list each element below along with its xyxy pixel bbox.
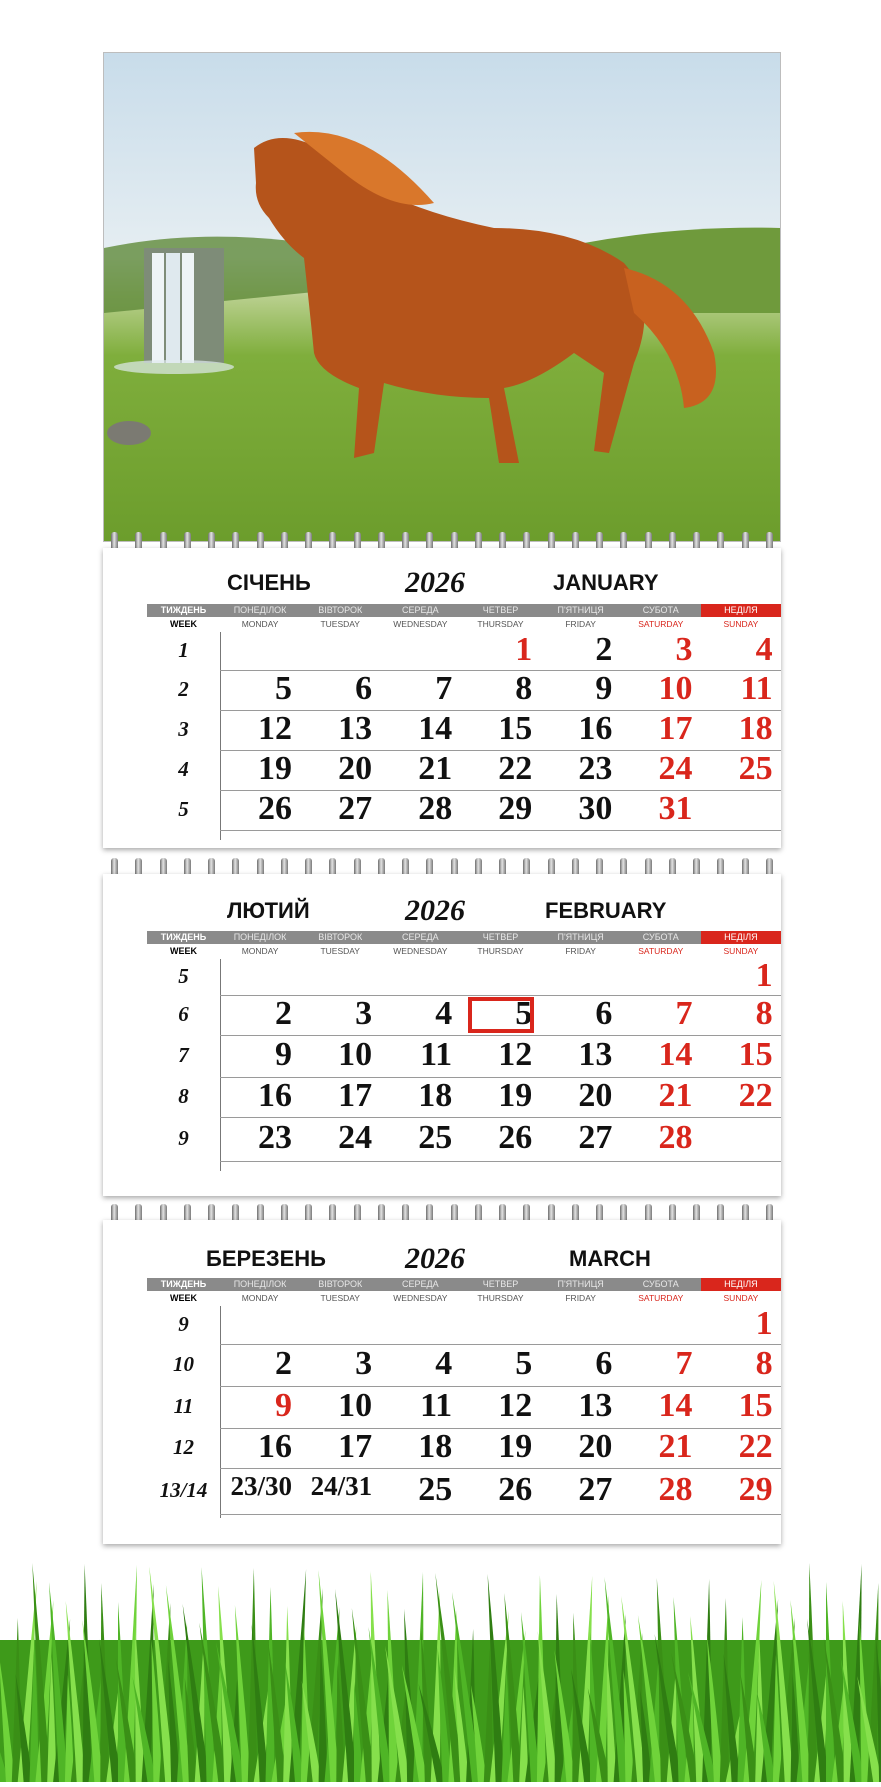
week-number: 6 bbox=[178, 1002, 189, 1026]
weekday-header-en: MONDAY TUESDAY WEDNESDAY THURSDAY FRIDAY SATURDAY SUNDAY bbox=[241, 946, 759, 956]
month-title-en: JANUARY bbox=[553, 570, 659, 595]
day-number: 24 bbox=[658, 750, 693, 787]
day-cell[interactable] bbox=[540, 1386, 620, 1428]
day-cell[interactable] bbox=[380, 750, 460, 790]
day-number: 10 bbox=[658, 670, 693, 707]
day-number: 16 bbox=[258, 1428, 292, 1465]
day-cell[interactable] bbox=[701, 1468, 781, 1514]
day-cell[interactable] bbox=[380, 1386, 460, 1428]
week-number: 9 bbox=[178, 1312, 189, 1336]
day-number: 22 bbox=[738, 1077, 773, 1114]
week-row bbox=[178, 670, 781, 711]
day-number: 3 bbox=[355, 1345, 373, 1382]
day-cell[interactable] bbox=[540, 750, 620, 790]
day-number: 12 bbox=[258, 710, 292, 747]
day-cell[interactable] bbox=[300, 750, 380, 790]
day-cell[interactable] bbox=[621, 1344, 701, 1386]
week-number: 12 bbox=[173, 1435, 194, 1459]
day-number: 17 bbox=[338, 1077, 373, 1114]
year-label: 2026 bbox=[405, 894, 465, 927]
day-cell[interactable] bbox=[701, 1344, 781, 1386]
day-cell[interactable] bbox=[460, 1386, 540, 1428]
day-cell bbox=[380, 632, 460, 670]
month-title-en: FEBRUARY bbox=[545, 898, 667, 923]
days-grid bbox=[159, 1305, 781, 1518]
day-number: 7 bbox=[675, 995, 693, 1032]
day-number: 20 bbox=[578, 1077, 613, 1114]
day-cell[interactable] bbox=[621, 670, 701, 710]
day-cell[interactable] bbox=[540, 790, 620, 830]
day-cell[interactable] bbox=[701, 670, 781, 710]
day-cell[interactable] bbox=[300, 1344, 380, 1386]
day-number: 7 bbox=[435, 670, 453, 707]
day-number: 21 bbox=[658, 1428, 693, 1465]
week-number: 5 bbox=[178, 964, 189, 988]
day-cell[interactable] bbox=[460, 1468, 540, 1514]
day-cell[interactable] bbox=[701, 1306, 781, 1344]
day-cell bbox=[300, 632, 380, 670]
day-number: 14 bbox=[418, 710, 453, 747]
calendar-panel-march bbox=[103, 1220, 781, 1544]
day-cell[interactable] bbox=[220, 995, 300, 1035]
week-row bbox=[178, 710, 781, 751]
day-cell bbox=[701, 1117, 781, 1161]
month-title-ua: БЕРЕЗЕНЬ bbox=[206, 1246, 326, 1271]
day-number: 23/30 bbox=[230, 1471, 292, 1501]
day-number: 20 bbox=[578, 1428, 613, 1465]
day-cell[interactable] bbox=[460, 1077, 540, 1117]
selected-day-highlight bbox=[468, 997, 534, 1033]
week-number: 7 bbox=[178, 1043, 189, 1067]
day-cell[interactable] bbox=[300, 670, 380, 710]
day-number: 27 bbox=[578, 1119, 613, 1156]
day-number: 1 bbox=[755, 957, 773, 994]
day-cell[interactable] bbox=[380, 1035, 460, 1077]
week-header-ua: ТИЖДЕНЬ bbox=[147, 931, 220, 944]
day-cell[interactable] bbox=[220, 790, 300, 830]
day-cell[interactable] bbox=[701, 1077, 781, 1117]
day-cell bbox=[220, 632, 300, 670]
day-number: 28 bbox=[418, 790, 453, 827]
day-cell bbox=[380, 1306, 460, 1344]
week-row bbox=[178, 957, 781, 996]
day-cell bbox=[300, 1306, 380, 1344]
day-cell[interactable] bbox=[701, 750, 781, 790]
day-number: 23 bbox=[578, 750, 613, 787]
week-number: 4 bbox=[178, 757, 189, 781]
week-header-en: WEEK bbox=[170, 946, 197, 956]
day-number: 7 bbox=[675, 1345, 693, 1382]
day-number: 13 bbox=[338, 710, 373, 747]
day-cell bbox=[300, 959, 380, 995]
day-cell[interactable] bbox=[540, 995, 620, 1035]
day-cell[interactable] bbox=[621, 995, 701, 1035]
day-cell[interactable] bbox=[300, 1468, 380, 1514]
day-number: 27 bbox=[338, 790, 373, 827]
day-number: 14 bbox=[658, 1387, 693, 1424]
day-cell[interactable] bbox=[380, 1117, 460, 1161]
day-number: 8 bbox=[755, 1345, 773, 1382]
day-cell[interactable] bbox=[220, 1077, 300, 1117]
day-cell[interactable] bbox=[621, 790, 701, 830]
day-cell bbox=[460, 1306, 540, 1344]
day-cell[interactable] bbox=[300, 1117, 380, 1161]
day-cell[interactable] bbox=[621, 632, 701, 670]
weekday-header-en: MONDAY TUESDAY WEDNESDAY THURSDAY FRIDAY SATURDAY SUNDAY bbox=[241, 1293, 759, 1303]
calendar-panel-january bbox=[103, 548, 781, 848]
day-number: 3 bbox=[675, 631, 693, 668]
day-cell[interactable] bbox=[621, 1035, 701, 1077]
day-cell[interactable] bbox=[701, 710, 781, 750]
day-number: 2 bbox=[275, 1345, 292, 1382]
day-number: 13 bbox=[578, 1036, 613, 1073]
day-number: 9 bbox=[275, 1387, 292, 1424]
day-number: 13 bbox=[578, 1387, 613, 1424]
day-cell[interactable] bbox=[540, 1035, 620, 1077]
day-number: 9 bbox=[595, 670, 613, 707]
day-cell[interactable] bbox=[380, 710, 460, 750]
day-number: 8 bbox=[755, 995, 773, 1032]
day-cell[interactable] bbox=[460, 1344, 540, 1386]
week-row bbox=[178, 631, 781, 671]
day-number: 29 bbox=[738, 1471, 773, 1508]
day-cell[interactable] bbox=[460, 1035, 540, 1077]
days-grid bbox=[178, 957, 781, 1171]
day-number: 21 bbox=[418, 750, 453, 787]
day-number: 24 bbox=[338, 1119, 373, 1156]
day-number: 4 bbox=[435, 1345, 453, 1382]
day-number: 19 bbox=[498, 1428, 533, 1465]
day-cell[interactable] bbox=[701, 632, 781, 670]
day-number: 17 bbox=[338, 1428, 373, 1465]
day-cell[interactable] bbox=[460, 995, 540, 1035]
week-number: 5 bbox=[178, 797, 189, 821]
day-cell[interactable] bbox=[300, 995, 380, 1035]
day-number: 18 bbox=[418, 1428, 453, 1465]
day-cell[interactable] bbox=[220, 1035, 300, 1077]
week-row bbox=[173, 1428, 781, 1469]
day-cell[interactable] bbox=[621, 750, 701, 790]
year-label: 2026 bbox=[405, 1242, 465, 1275]
day-number: 16 bbox=[578, 710, 613, 747]
day-cell[interactable] bbox=[540, 1344, 620, 1386]
day-cell[interactable] bbox=[460, 1428, 540, 1468]
day-cell[interactable] bbox=[220, 1117, 300, 1161]
day-cell bbox=[540, 1306, 620, 1344]
grass-decoration bbox=[0, 1520, 881, 1782]
day-cell[interactable] bbox=[460, 1117, 540, 1161]
day-cell[interactable] bbox=[621, 1077, 701, 1117]
day-number: 24/31 bbox=[310, 1471, 373, 1501]
week-row bbox=[178, 790, 781, 831]
day-cell[interactable] bbox=[540, 710, 620, 750]
day-number: 23 bbox=[258, 1119, 292, 1156]
day-cell[interactable] bbox=[460, 632, 540, 670]
day-cell[interactable] bbox=[380, 995, 460, 1035]
day-cell[interactable] bbox=[621, 1468, 701, 1514]
week-header-en: WEEK bbox=[170, 1293, 197, 1303]
day-cell[interactable] bbox=[621, 1386, 701, 1428]
week-header-ua: ТИЖДЕНЬ bbox=[147, 604, 220, 617]
day-cell[interactable] bbox=[220, 1468, 300, 1514]
day-number: 3 bbox=[355, 995, 373, 1032]
day-cell bbox=[540, 959, 620, 995]
day-cell[interactable] bbox=[220, 710, 300, 750]
day-cell bbox=[621, 1306, 701, 1344]
week-row bbox=[178, 995, 781, 1036]
day-cell[interactable] bbox=[540, 1428, 620, 1468]
day-cell[interactable] bbox=[460, 670, 540, 710]
week-row bbox=[178, 1117, 781, 1162]
day-cell[interactable] bbox=[460, 710, 540, 750]
day-cell[interactable] bbox=[380, 1344, 460, 1386]
day-cell[interactable] bbox=[460, 790, 540, 830]
week-row bbox=[178, 1077, 781, 1118]
day-cell[interactable] bbox=[701, 959, 781, 995]
day-number: 12 bbox=[498, 1036, 533, 1073]
day-number: 28 bbox=[658, 1119, 693, 1156]
day-number: 14 bbox=[658, 1036, 693, 1073]
year-label: 2026 bbox=[405, 566, 465, 599]
day-cell[interactable] bbox=[380, 1428, 460, 1468]
day-number: 22 bbox=[498, 750, 533, 787]
day-number: 31 bbox=[658, 790, 693, 827]
day-cell[interactable] bbox=[460, 750, 540, 790]
week-row bbox=[173, 1344, 781, 1387]
days-grid bbox=[178, 631, 781, 842]
day-number: 15 bbox=[738, 1387, 773, 1424]
week-number: 13/14 bbox=[159, 1478, 208, 1502]
week-number: 1 bbox=[178, 638, 189, 662]
day-number: 5 bbox=[515, 995, 533, 1032]
day-cell[interactable] bbox=[621, 710, 701, 750]
day-number: 18 bbox=[738, 710, 773, 747]
day-number: 1 bbox=[515, 631, 533, 668]
day-cell[interactable] bbox=[220, 1386, 300, 1428]
day-number: 17 bbox=[658, 710, 693, 747]
day-cell bbox=[220, 959, 300, 995]
day-cell[interactable] bbox=[540, 670, 620, 710]
month-title-ua: СІЧЕНЬ bbox=[227, 570, 311, 595]
day-number: 9 bbox=[275, 1036, 292, 1073]
day-cell[interactable] bbox=[701, 1428, 781, 1468]
day-number: 22 bbox=[738, 1428, 773, 1465]
day-number: 27 bbox=[578, 1471, 613, 1508]
day-number: 26 bbox=[258, 790, 292, 827]
day-cell[interactable] bbox=[300, 1077, 380, 1117]
month-title-ua: ЛЮТИЙ bbox=[227, 898, 310, 923]
day-cell[interactable] bbox=[380, 1468, 460, 1514]
day-number: 18 bbox=[418, 1077, 453, 1114]
day-cell[interactable] bbox=[220, 670, 300, 710]
day-number: 30 bbox=[578, 790, 613, 827]
day-number: 11 bbox=[740, 670, 773, 707]
day-cell[interactable] bbox=[300, 710, 380, 750]
day-number: 29 bbox=[498, 790, 533, 827]
day-cell[interactable] bbox=[220, 1344, 300, 1386]
day-number: 20 bbox=[338, 750, 373, 787]
day-cell[interactable] bbox=[621, 1117, 701, 1161]
weekday-header-ua: ПОНЕДІЛОК ВІВТОРОК СЕРЕДА ЧЕТВЕР П'ЯТНИЦЯ СУБОТА НЕДІЛЯ bbox=[220, 1278, 781, 1291]
day-number: 12 bbox=[498, 1387, 533, 1424]
day-number: 15 bbox=[498, 710, 533, 747]
day-cell[interactable] bbox=[701, 1035, 781, 1077]
week-number: 11 bbox=[173, 1394, 194, 1418]
day-number: 28 bbox=[658, 1471, 693, 1508]
day-cell[interactable] bbox=[220, 750, 300, 790]
day-number: 8 bbox=[515, 670, 533, 707]
month-title-en: MARCH bbox=[569, 1246, 651, 1271]
day-number: 4 bbox=[435, 995, 453, 1032]
day-number: 2 bbox=[275, 995, 292, 1032]
week-number: 3 bbox=[178, 717, 189, 741]
day-number: 10 bbox=[338, 1387, 373, 1424]
day-number: 2 bbox=[595, 631, 613, 668]
day-cell[interactable] bbox=[540, 1077, 620, 1117]
day-number: 1 bbox=[755, 1305, 773, 1342]
day-number: 25 bbox=[738, 750, 773, 787]
day-number: 19 bbox=[498, 1077, 533, 1114]
week-header-en: WEEK bbox=[170, 619, 197, 629]
day-cell[interactable] bbox=[300, 1428, 380, 1468]
day-number: 25 bbox=[418, 1471, 453, 1508]
day-number: 5 bbox=[515, 1345, 533, 1382]
day-cell[interactable] bbox=[701, 995, 781, 1035]
day-number: 11 bbox=[420, 1036, 453, 1073]
day-number: 5 bbox=[275, 670, 292, 707]
day-cell[interactable] bbox=[540, 1117, 620, 1161]
week-row bbox=[159, 1468, 781, 1515]
weekday-header-en: MONDAY TUESDAY WEDNESDAY THURSDAY FRIDAY SATURDAY SUNDAY bbox=[241, 619, 759, 629]
week-number: 10 bbox=[173, 1352, 194, 1376]
day-cell bbox=[460, 959, 540, 995]
day-cell[interactable] bbox=[380, 790, 460, 830]
day-cell[interactable] bbox=[300, 1386, 380, 1428]
calendar-panel-february bbox=[103, 874, 781, 1196]
hero-image-horse bbox=[103, 52, 781, 542]
day-number: 4 bbox=[755, 631, 773, 668]
weekday-header-ua: ПОНЕДІЛОК ВІВТОРОК СЕРЕДА ЧЕТВЕР П'ЯТНИЦЯ СУБОТА НЕДІЛЯ bbox=[220, 931, 781, 944]
week-number: 9 bbox=[178, 1126, 189, 1150]
day-cell bbox=[621, 959, 701, 995]
week-number: 2 bbox=[178, 677, 189, 701]
weekday-header-ua: ПОНЕДІЛОК ВІВТОРОК СЕРЕДА ЧЕТВЕР П'ЯТНИЦЯ СУБОТА НЕДІЛЯ bbox=[220, 604, 781, 617]
day-number: 25 bbox=[418, 1119, 453, 1156]
day-number: 10 bbox=[338, 1036, 373, 1073]
day-cell bbox=[701, 790, 781, 830]
week-row bbox=[178, 750, 781, 791]
day-number: 11 bbox=[420, 1387, 453, 1424]
day-cell bbox=[220, 1306, 300, 1344]
week-number: 8 bbox=[178, 1084, 189, 1108]
week-row bbox=[178, 1305, 781, 1345]
day-cell[interactable] bbox=[380, 1077, 460, 1117]
day-number: 15 bbox=[738, 1036, 773, 1073]
day-number: 19 bbox=[258, 750, 292, 787]
day-number: 6 bbox=[595, 995, 613, 1032]
day-number: 16 bbox=[258, 1077, 292, 1114]
day-cell bbox=[380, 959, 460, 995]
day-number: 26 bbox=[498, 1471, 533, 1508]
day-number: 26 bbox=[498, 1119, 533, 1156]
week-header-ua: ТИЖДЕНЬ bbox=[147, 1278, 220, 1291]
day-cell[interactable] bbox=[701, 1386, 781, 1428]
day-cell[interactable] bbox=[540, 1468, 620, 1514]
day-cell[interactable] bbox=[540, 632, 620, 670]
day-number: 6 bbox=[595, 1345, 613, 1382]
day-cell[interactable] bbox=[380, 670, 460, 710]
week-row bbox=[178, 1035, 781, 1078]
day-cell[interactable] bbox=[300, 790, 380, 830]
week-row bbox=[173, 1386, 781, 1429]
day-cell[interactable] bbox=[300, 1035, 380, 1077]
day-cell[interactable] bbox=[621, 1428, 701, 1468]
day-number: 6 bbox=[355, 670, 373, 707]
day-number: 21 bbox=[658, 1077, 693, 1114]
day-cell[interactable] bbox=[220, 1428, 300, 1468]
